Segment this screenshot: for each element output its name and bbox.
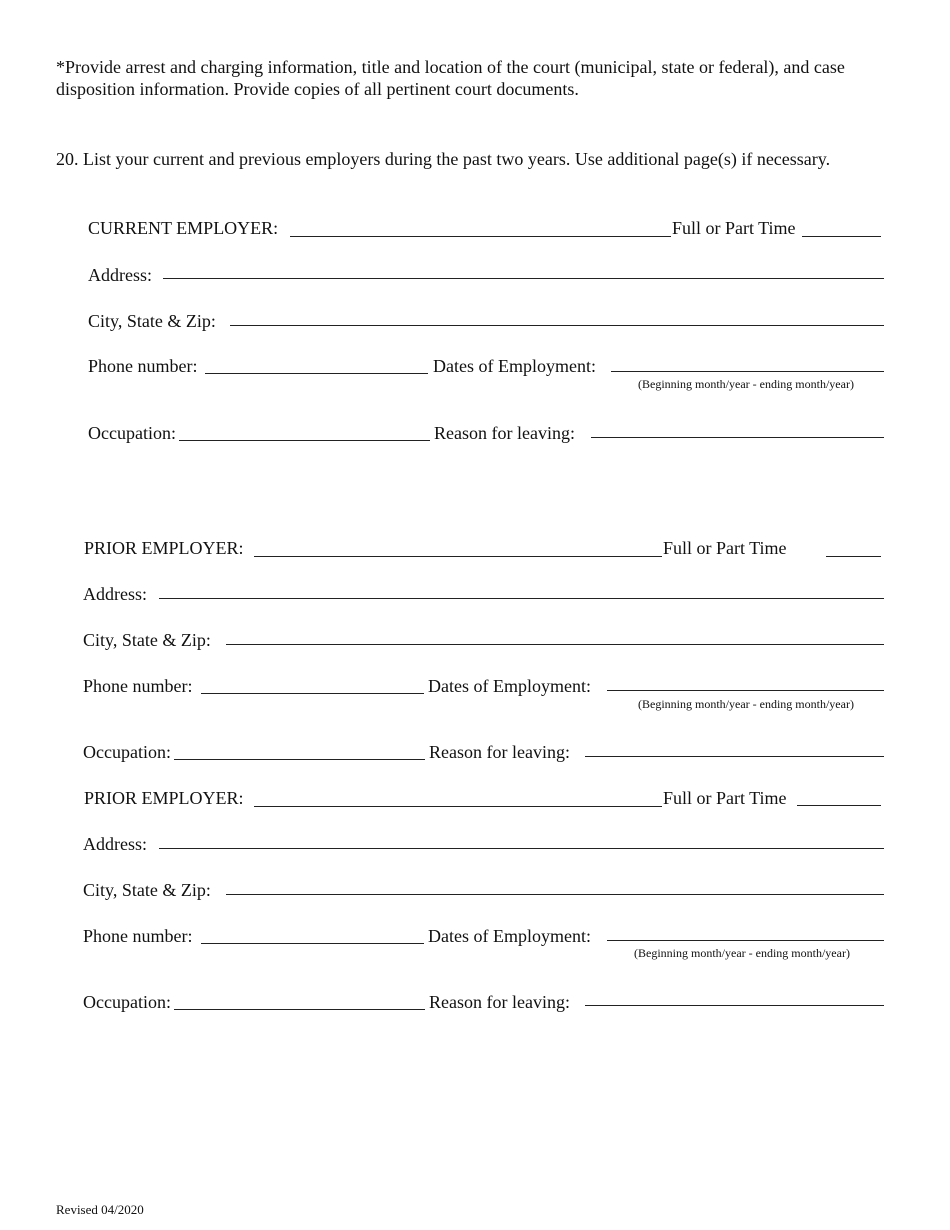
prior1-address-field[interactable] [159, 598, 884, 599]
prior2-phone-field[interactable] [201, 943, 424, 944]
current-address-field[interactable] [163, 278, 884, 279]
prior2-employer-label: PRIOR EMPLOYER: [84, 788, 244, 808]
prior2-phone-label: Phone number: [83, 926, 193, 946]
prior2-address-field[interactable] [159, 848, 884, 849]
prior2-full-part-time-field[interactable] [797, 805, 881, 806]
prior2-city-state-zip-field[interactable] [226, 894, 884, 895]
prior2-reason-label: Reason for leaving: [429, 992, 570, 1012]
prior2-occupation-field[interactable] [174, 1009, 425, 1010]
current-employer-field[interactable] [290, 236, 671, 237]
prior1-occupation-field[interactable] [174, 759, 425, 760]
prior2-full-part-time-label: Full or Part Time [663, 788, 787, 808]
current-reason-field[interactable] [591, 437, 884, 438]
current-full-part-time-field[interactable] [802, 236, 881, 237]
prior1-full-part-time-label: Full or Part Time [663, 538, 787, 558]
prior2-employer-field[interactable] [254, 806, 662, 807]
court-info-note: *Provide arrest and charging information, title and location of the court (municipal, state or federal), and case disposition information. Provide copies of all pertinent court documents. [56, 57, 845, 99]
prior2-dates-label: Dates of Employment: [428, 926, 591, 946]
current-dates-label: Dates of Employment: [433, 356, 596, 376]
prior1-phone-label: Phone number: [83, 676, 193, 696]
current-city-state-zip-field[interactable] [230, 325, 884, 326]
prior1-city-state-zip-label: City, State & Zip: [83, 630, 211, 650]
current-occupation-label: Occupation: [88, 423, 176, 443]
prior1-occupation-label: Occupation: [83, 742, 171, 762]
prior1-reason-field[interactable] [585, 756, 884, 757]
current-occupation-field[interactable] [179, 440, 430, 441]
prior1-employer-label: PRIOR EMPLOYER: [84, 538, 244, 558]
current-dates-field[interactable] [611, 371, 884, 372]
question-20: 20. List your current and previous employers during the past two years. Use additional page(s) if necessary. [56, 149, 831, 169]
prior1-reason-label: Reason for leaving: [429, 742, 570, 762]
current-address-label: Address: [88, 265, 152, 285]
current-employer-label: CURRENT EMPLOYER: [88, 218, 279, 238]
revision-footer: Revised 04/2020 [56, 1202, 144, 1217]
prior1-city-state-zip-field[interactable] [226, 644, 884, 645]
prior1-full-part-time-field[interactable] [826, 556, 881, 557]
prior1-address-label: Address: [83, 584, 147, 604]
current-city-state-zip-label: City, State & Zip: [88, 311, 216, 331]
current-reason-label: Reason for leaving: [434, 423, 575, 443]
prior1-employer-field[interactable] [254, 556, 662, 557]
prior1-dates-field[interactable] [607, 690, 884, 691]
prior1-dates-hint: (Beginning month/year - ending month/year) [638, 697, 854, 711]
current-phone-label: Phone number: [88, 356, 198, 376]
current-full-part-time-label: Full or Part Time [672, 218, 796, 238]
prior1-phone-field[interactable] [201, 693, 424, 694]
prior2-dates-hint: (Beginning month/year - ending month/year) [634, 946, 850, 960]
prior2-dates-field[interactable] [607, 940, 884, 941]
current-phone-field[interactable] [205, 373, 428, 374]
prior2-occupation-label: Occupation: [83, 992, 171, 1012]
prior2-address-label: Address: [83, 834, 147, 854]
prior2-city-state-zip-label: City, State & Zip: [83, 880, 211, 900]
current-dates-hint: (Beginning month/year - ending month/year) [638, 377, 854, 391]
prior1-dates-label: Dates of Employment: [428, 676, 591, 696]
prior2-reason-field[interactable] [585, 1005, 884, 1006]
